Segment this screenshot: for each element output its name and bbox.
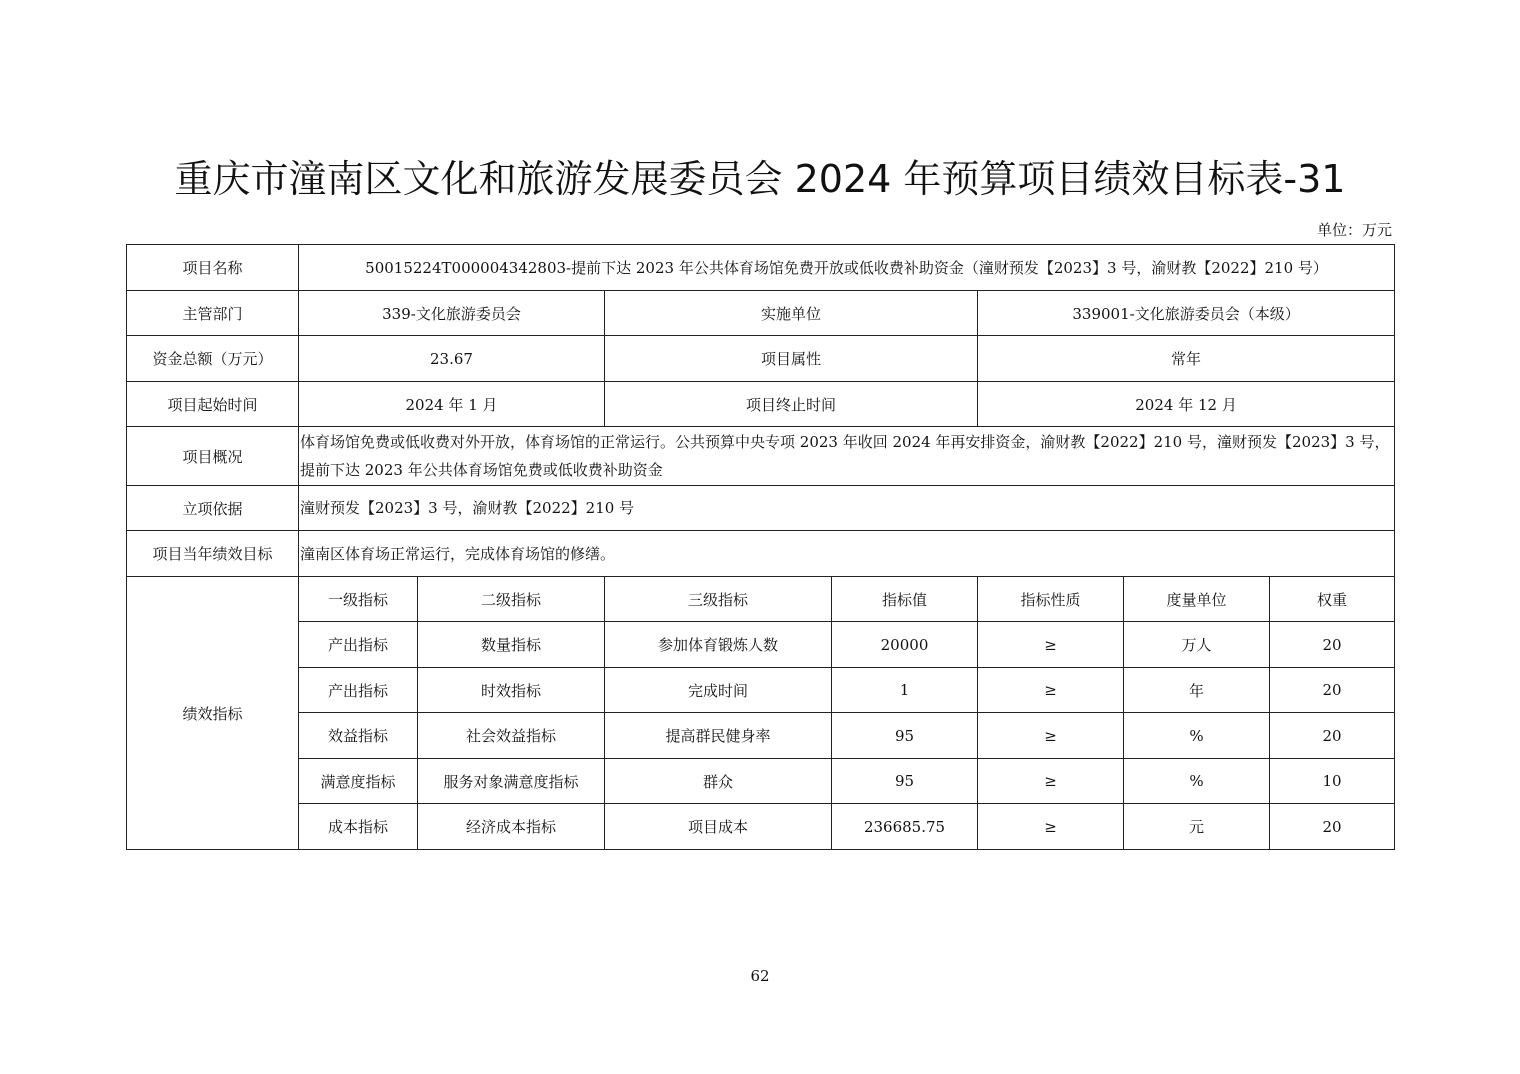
- indicator-cell: 产出指标: [299, 622, 418, 668]
- indicator-cell: ≥: [978, 759, 1124, 804]
- indicator-cell: 236685.75: [832, 804, 978, 850]
- impl-unit-label: 实施单位: [605, 291, 978, 336]
- indicator-header: 度量单位: [1124, 577, 1270, 622]
- indicator-cell: 95: [832, 759, 978, 804]
- overview-value: 体育场馆免费或低收费对外开放，体育场馆的正常运行。公共预算中央专项 2023 年收回 2024 年再安排资金，渝财教【2022】210 号，潼财预发【2023】3 号，提前下达 2023 年公共体育场馆免费或低收费补助资金: [299, 427, 1395, 486]
- indicator-cell: ≥: [978, 668, 1124, 713]
- indicator-cell: 参加体育锻炼人数: [605, 622, 832, 668]
- indicator-cell: 数量指标: [418, 622, 605, 668]
- indicator-cell: ≥: [978, 622, 1124, 668]
- table-row: [127, 713, 1395, 759]
- indicator-header: 一级指标: [299, 577, 418, 622]
- indicator-cell: 年: [1124, 668, 1270, 713]
- indicator-cell: ≥: [978, 713, 1124, 759]
- indicator-cell: 群众: [605, 759, 832, 804]
- indicator-cell: 经济成本指标: [418, 804, 605, 850]
- end-time-label: 项目终止时间: [605, 382, 978, 427]
- indicator-cell: 20: [1270, 622, 1395, 668]
- table-row: [127, 759, 1395, 804]
- indicator-cell: 95: [832, 713, 978, 759]
- indicator-cell: 1: [832, 668, 978, 713]
- indicator-header: 指标值: [832, 577, 978, 622]
- goal-value: 潼南区体育场正常运行，完成体育场馆的修缮。: [299, 531, 1395, 577]
- basis-value: 潼财预发【2023】3 号，渝财教【2022】210 号: [299, 486, 1395, 531]
- indicator-cell: 社会效益指标: [418, 713, 605, 759]
- indicator-header: 权重: [1270, 577, 1395, 622]
- unit-label: 单位：万元: [1316, 221, 1392, 239]
- dept-value: 339-文化旅游委员会: [299, 291, 605, 336]
- indicator-cell: 20: [1270, 713, 1395, 759]
- indicator-header: 二级指标: [418, 577, 605, 622]
- performance-target-table: [126, 244, 1395, 850]
- project-name-label: 项目名称: [127, 245, 299, 291]
- start-time-value: 2024 年 1 月: [299, 382, 605, 427]
- indicator-header: 指标性质: [978, 577, 1124, 622]
- indicator-cell: 产出指标: [299, 668, 418, 713]
- indicator-cell: 效益指标: [299, 713, 418, 759]
- indicator-cell: 20000: [832, 622, 978, 668]
- dept-label: 主管部门: [127, 291, 299, 336]
- indicator-cell: %: [1124, 759, 1270, 804]
- project-name-value: 50015224T000004342803-提前下达 2023 年公共体育场馆免费开放或低收费补助资金（潼财预发【2023】3 号，渝财教【2022】210 号）: [299, 245, 1395, 291]
- indicator-header: 三级指标: [605, 577, 832, 622]
- indicator-cell: 提高群民健身率: [605, 713, 832, 759]
- end-time-value: 2024 年 12 月: [978, 382, 1395, 427]
- indicators-label: 绩效指标: [127, 577, 299, 850]
- indicator-cell: 满意度指标: [299, 759, 418, 804]
- indicator-cell: 时效指标: [418, 668, 605, 713]
- impl-unit-value: 339001-文化旅游委员会（本级）: [978, 291, 1395, 336]
- indicator-cell: 万人: [1124, 622, 1270, 668]
- table-row: [127, 804, 1395, 850]
- basis-label: 立项依据: [127, 486, 299, 531]
- indicator-cell: 项目成本: [605, 804, 832, 850]
- indicator-cell: 成本指标: [299, 804, 418, 850]
- indicator-cell: 20: [1270, 804, 1395, 850]
- indicator-cell: 10: [1270, 759, 1395, 804]
- indicator-cell: 元: [1124, 804, 1270, 850]
- project-attr-label: 项目属性: [605, 336, 978, 382]
- funds-label: 资金总额（万元）: [127, 336, 299, 382]
- goal-label: 项目当年绩效目标: [127, 531, 299, 577]
- indicator-cell: 完成时间: [605, 668, 832, 713]
- page-number: 62: [750, 967, 770, 985]
- table-row: [127, 622, 1395, 668]
- indicator-cell: %: [1124, 713, 1270, 759]
- indicator-cell: 服务对象满意度指标: [418, 759, 605, 804]
- indicator-cell: ≥: [978, 804, 1124, 850]
- funds-value: 23.67: [299, 336, 605, 382]
- start-time-label: 项目起始时间: [127, 382, 299, 427]
- table-row: [127, 668, 1395, 713]
- overview-label: 项目概况: [127, 427, 299, 486]
- project-attr-value: 常年: [978, 336, 1395, 382]
- indicator-cell: 20: [1270, 668, 1395, 713]
- page-title: 重庆市潼南区文化和旅游发展委员会 2024 年预算项目绩效目标表-31: [174, 157, 1346, 201]
